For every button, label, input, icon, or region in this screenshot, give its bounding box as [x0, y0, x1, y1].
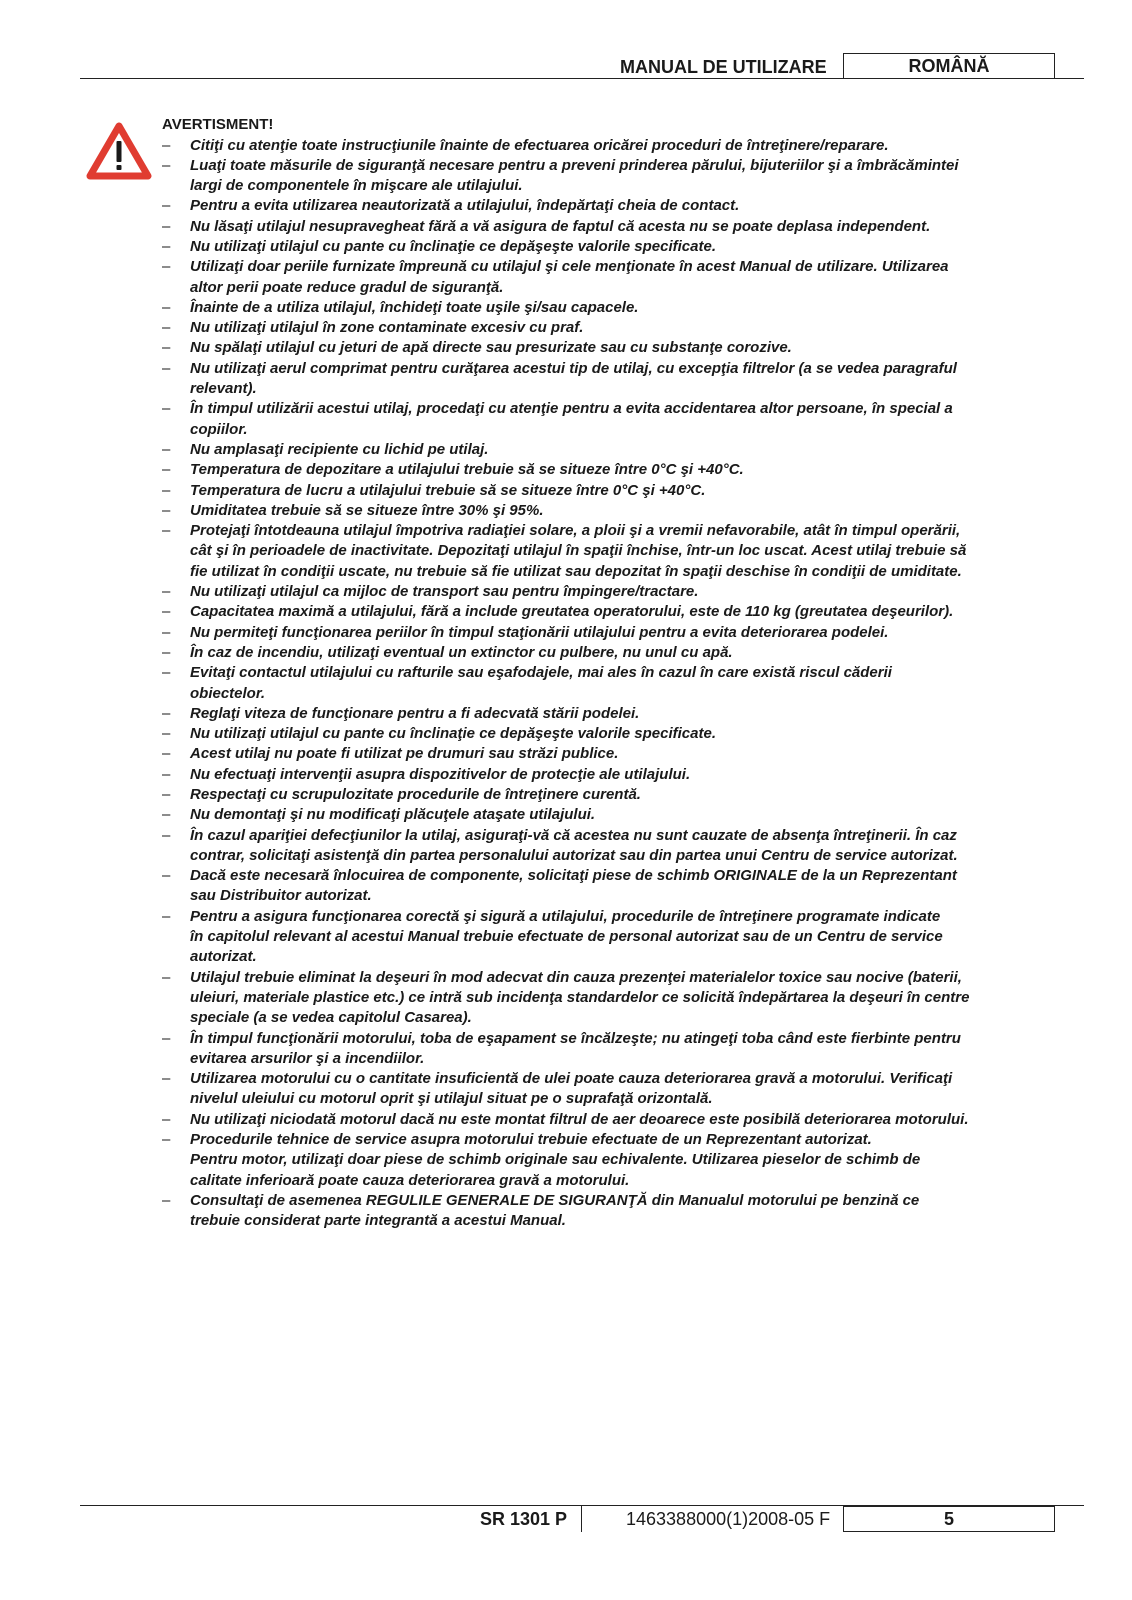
language-box: [843, 53, 1055, 79]
warning-section: [162, 115, 1084, 1232]
warning-item-line: Pentru motor, utilizaţi doar piese de schimb originale sau echivalente. Utilizarea pieselor de schimb de: [190, 1151, 921, 1169]
warning-item: [162, 805, 1084, 825]
warning-item-line: – Utilajul trebuie eliminat la deşeuri în mod adecvat din cauza prezenţei materialelor toxice sau nocive (baterii,: [190, 968, 962, 986]
warning-item-line: în capitolul relevant al acestui Manual trebuie efectuate de personal autorizat sau de un Centru de service: [190, 928, 943, 946]
warning-item-line: – Reglaţi viteza de funcţionare pentru a fi adecvată stării podelei.: [190, 704, 640, 722]
warning-item-line: trebuie considerat parte integrantă a acestui Manual.: [190, 1212, 566, 1230]
warning-item-line: – Nu efectuaţi intervenţii asupra dispozitivelor de protecţie ale utilajului.: [190, 765, 691, 783]
page-number-box: [843, 1506, 1055, 1532]
warning-item: [162, 237, 1084, 257]
warning-item-line: obiectelor.: [190, 684, 266, 702]
warning-item: [162, 663, 1084, 704]
warning-item-line: – Pentru a evita utilizarea neautorizată a utilajului, îndepărtaţi cheia de contact.: [190, 197, 740, 215]
warning-item-line: – Înainte de a utiliza utilajul, închideţi toate uşile şi/sau capacele.: [190, 298, 639, 316]
warning-item-line: speciale (a se vedea capitolul Casarea).: [190, 1009, 472, 1027]
language-label: ROMÂNĂ: [908, 56, 990, 76]
warning-item-line: fie utilizat în condiţii uscate, nu trebuie să fie utilizat sau depozitat în spaţii deschise în condiţii de umiditate.: [190, 562, 962, 580]
warning-item: [162, 866, 1084, 907]
warning-item: [162, 1069, 1084, 1110]
warning-item-line: nivelul uleiului cu motorul oprit şi utilajul situat pe o suprafaţă orizontală.: [190, 1090, 713, 1108]
model-name: SR 1301 P: [480, 1509, 568, 1529]
warning-item: [162, 785, 1084, 805]
warning-item-line: – Nu utilizaţi utilajul cu pante cu înclinaţie ce depăşeşte valorile specificate.: [190, 237, 716, 255]
manual-title: MANUAL DE UTILIZARE: [620, 57, 827, 77]
warning-item-line: – Pentru a asigura funcţionarea corectă şi sigură a utilajului, procedurile de întreţinere programate indicate: [190, 907, 941, 925]
warning-item: [162, 907, 1084, 968]
warning-item: [162, 724, 1084, 744]
warning-item: [162, 501, 1084, 521]
warning-item-line: – Nu spălaţi utilajul cu jeturi de apă directe sau presurizate sau cu substanţe corozive.: [190, 339, 792, 357]
document-code: 1463388000(1)2008-05 F: [626, 1509, 831, 1529]
warning-triangle-icon: [86, 122, 152, 180]
warning-item: [162, 156, 1084, 197]
warning-item-line: altor perii poate reduce gradul de siguranţă.: [190, 278, 504, 296]
warning-item: [162, 602, 1084, 622]
warning-item-line: – În cazul apariţiei defecţiunilor la utilaj, asiguraţi-vă că acestea nu sunt cauzate de absenţa întreţinerii. În caz: [190, 826, 957, 844]
footer-separator: [581, 1506, 582, 1532]
warning-item-line: – Nu lăsaţi utilajul nesupravegheat fără a vă asigura de faptul că acesta nu se poate deplasa independent.: [190, 217, 931, 235]
warning-item-line: copiilor.: [190, 420, 248, 438]
warning-item-line: – Evitaţi contactul utilajului cu rafturile sau eşafodajele, mai ales în cazul în care există riscul căderii: [190, 664, 892, 682]
warning-item: [162, 318, 1084, 338]
warning-item: [162, 643, 1084, 663]
warning-item: [162, 136, 1084, 156]
warning-item: [162, 298, 1084, 318]
warning-item-line: calitate inferioară poate cauza deteriorarea gravă a motorului.: [190, 1171, 630, 1189]
warning-item-line: cât şi în perioadele de inactivitate. Depozitaţi utilajul în spaţii închise, într-un loc uscat. Acest utilaj trebuie să: [190, 542, 967, 560]
warning-item: [162, 440, 1084, 460]
warning-item-line: – Protejaţi întotdeauna utilajul împotriva radiaţiei solare, a ploii şi a vremii nefavorabile, atât în timpul operării,: [190, 522, 961, 540]
warning-item-line: – În caz de incendiu, utilizaţi eventual un extinctor cu pulbere, nu unul cu apă.: [190, 643, 733, 661]
warning-item: [162, 623, 1084, 643]
warning-item: [162, 460, 1084, 480]
warning-item: [162, 338, 1084, 358]
warning-item-line: – Procedurile tehnice de service asupra motorului trebuie efectuate de un Reprezentant autorizat.: [190, 1131, 872, 1149]
warning-item-line: – În timpul funcţionării motorului, toba de eşapament se încălzeşte; nu atingeţi toba când este fierbinte pentru: [190, 1029, 961, 1047]
warning-item: [162, 399, 1084, 440]
warning-item-line: – Acest utilaj nu poate fi utilizat pe drumuri sau străzi publice.: [190, 745, 619, 763]
warning-item-line: – Nu utilizaţi utilajul cu pante cu înclinaţie ce depăşeşte valorile specificate.: [190, 725, 716, 743]
warning-item: [162, 481, 1084, 501]
warning-item-line: – Consultaţi de asemenea REGULILE GENERALE DE SIGURANŢĂ din Manualul motorului pe benzină ce: [190, 1191, 920, 1209]
warning-item: [162, 1029, 1084, 1070]
warning-item: [162, 1191, 1084, 1232]
warning-item-line: – Utilizarea motorului cu o cantitate insuficientă de ulei poate cauza deteriorarea gravă a motorului. Verificaţi: [190, 1070, 953, 1088]
warning-item-line: – Luaţi toate măsurile de siguranţă necesare pentru a preveni prinderea părului, bijuteriilor şi a îmbrăcămintei: [190, 156, 959, 174]
warning-item: [162, 1130, 1084, 1191]
warning-item-line: – Temperatura de lucru a utilajului trebuie să se situeze între 0°C şi +40°C.: [190, 481, 706, 499]
warning-item-line: largi de componentele în mişcare ale utilajului.: [190, 177, 523, 195]
warning-item: [162, 765, 1084, 785]
warning-item-line: – Citiţi cu atenţie toate instrucţiunile înainte de efectuarea oricărei proceduri de întreţinere/reparare.: [190, 136, 889, 154]
warning-item-line: evitarea arsurilor şi a incendiilor.: [190, 1049, 425, 1067]
warning-item-line: – Respectaţi cu scrupulozitate procedurile de întreţinere curentă.: [190, 786, 641, 803]
warning-item-line: – În timpul utilizării acestui utilaj, procedaţi cu atenţie pentru a evita accidentarea altor persoane, în special a: [190, 400, 953, 418]
warning-item: [162, 257, 1084, 298]
warning-item: [162, 521, 1084, 582]
warning-item-line: – Nu utilizaţi utilajul în zone contaminate excesiv cu praf.: [190, 319, 584, 337]
warning-item-line: – Nu amplasaţi recipiente cu lichid pe utilaj.: [190, 440, 489, 458]
warning-item: [162, 1110, 1084, 1130]
warning-item-line: contrar, solicitaţi asistenţă din partea personalului autorizat sau din partea unui Centru de service autorizat.: [190, 846, 958, 864]
warning-item: [162, 968, 1084, 1029]
page-number: 5: [943, 1509, 954, 1529]
warning-item: [162, 196, 1084, 216]
warning-item-line: – Capacitatea maximă a utilajului, fără a include greutatea operatorului, este de 110 kg (greutatea deşeurilor).: [190, 603, 954, 621]
warning-item: [162, 826, 1084, 867]
warning-item-line: autorizat.: [190, 948, 257, 966]
warning-item: [162, 744, 1084, 764]
warning-item: [162, 359, 1084, 400]
warning-item-line: – Temperatura de depozitare a utilajului trebuie să se situeze între 0°C şi +40°C.: [190, 461, 744, 479]
warning-item-line: – Dacă este necesară înlocuirea de componente, solicitaţi piese de schimb ORIGINALE de la un Reprezentant: [190, 867, 957, 885]
warning-item-line: – Nu utilizaţi niciodată motorul dacă nu este montat filtrul de aer deoarece este posibilă deteriorarea motorului.: [190, 1110, 969, 1128]
warning-item-line: sau Distribuitor autorizat.: [190, 887, 372, 905]
warning-item: [162, 582, 1084, 602]
warning-item-line: – Nu demontaţi şi nu modificaţi plăcuţele ataşate utilajului.: [190, 806, 596, 824]
warning-item-line: – Utilizaţi doar periile furnizate împreună cu utilajul şi cele menţionate în acest Manual de utilizare. Utilizarea: [190, 258, 949, 276]
warning-item: [162, 217, 1084, 237]
warning-list: [162, 136, 1084, 1232]
warning-item-line: – Umiditatea trebuie să se situeze între 30% şi 95%.: [190, 501, 544, 519]
warning-item-line: – Nu utilizaţi aerul comprimat pentru curăţarea acestui tip de utilaj, cu excepţia filtrelor (a se vedea paragraful: [190, 359, 957, 377]
warning-title: AVERTISMENT!: [162, 116, 274, 133]
warning-item-line: relevant).: [190, 380, 257, 398]
warning-item: [162, 704, 1084, 724]
warning-item-line: – Nu utilizaţi utilajul ca mijloc de transport sau pentru împingere/tractare.: [190, 583, 699, 601]
header-rule: [80, 78, 1084, 79]
warning-item-line: – Nu permiteţi funcţionarea periilor în timpul staţionării utilajului pentru a evita deteriorarea podelei.: [190, 623, 889, 641]
warning-item-line: uleiuri, materiale plastice etc.) ce intră sub incidenţa standardelor ce solicită îndepărtarea la deşeuri în centre: [190, 988, 970, 1006]
